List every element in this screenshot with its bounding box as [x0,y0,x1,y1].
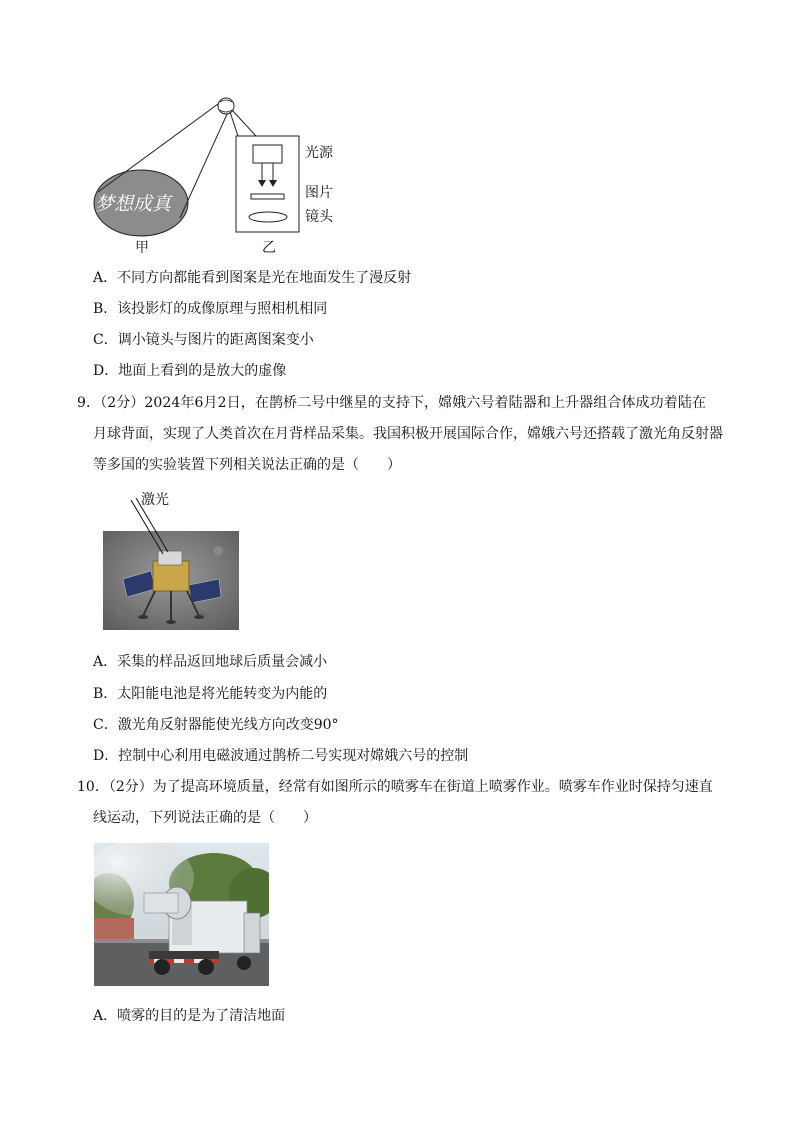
q9-option-c: C．激光角反射器能使光线方向改变90° [93,717,339,733]
label-yi: 乙 [262,240,276,256]
q10-stem-line-2: 线运动，下列说法正确的是（ ） [93,810,317,826]
label-slide: 图片 [305,185,333,201]
q8-option-d: D．地面上看到的是放大的虚像 [93,363,287,379]
label-lens: 镜头 [305,209,333,225]
q9-option-b: B．太阳能电池是将光能转变为内能的 [93,686,328,702]
q8-option-b: B．该投影灯的成像原理与照相机相同 [93,301,328,317]
q9-stem-line-3: 等多国的实验装置下列相关说法正确的是（ ） [93,457,401,473]
q8-option-c: C．调小镜头与图片的距离图案变小 [93,332,314,348]
q9-stem-line-2: 月球背面，实现了人类首次在月背样品采集。我国积极开展国际合作，嫦娥六号还搭载了激光角反射器 [93,426,723,442]
label-jia: 甲 [135,240,149,256]
q10-option-a: A．喷雾的目的是为了清洁地面 [93,1008,286,1024]
q9-option-a: A．采集的样品返回地球后质量会减小 [93,654,328,670]
label-light-source: 光源 [305,145,333,161]
spray-truck-photo [94,843,269,986]
light-source-block [253,145,282,163]
laser-beam-lines [125,498,175,558]
q10-stem-line-1: 10．（2分）为了提高环境质量，经常有如图所示的喷雾车在街道上喷雾作业。喷雾车作业时保持匀速直 [77,779,713,795]
q9-option-d: D．控制中心利用电磁波通过鹊桥二号实现对嫦娥六号的控制 [93,748,469,764]
screen-text: 梦想成真 [95,193,172,215]
q8-option-a: A．不同方向都能看到图案是光在地面发生了漫反射 [93,270,412,286]
lens-shape [249,212,287,222]
label-laser: 激光 [141,492,169,508]
cone-line-right [180,112,228,218]
slide-plate [251,194,284,199]
q9-stem-line-1: 9．（2分）2024年6月2日，在鹊桥二号中继星的支持下，嫦娥六号着陆器和上升器组合体成功着陆在 [77,395,707,411]
projector-diagram [88,92,348,262]
